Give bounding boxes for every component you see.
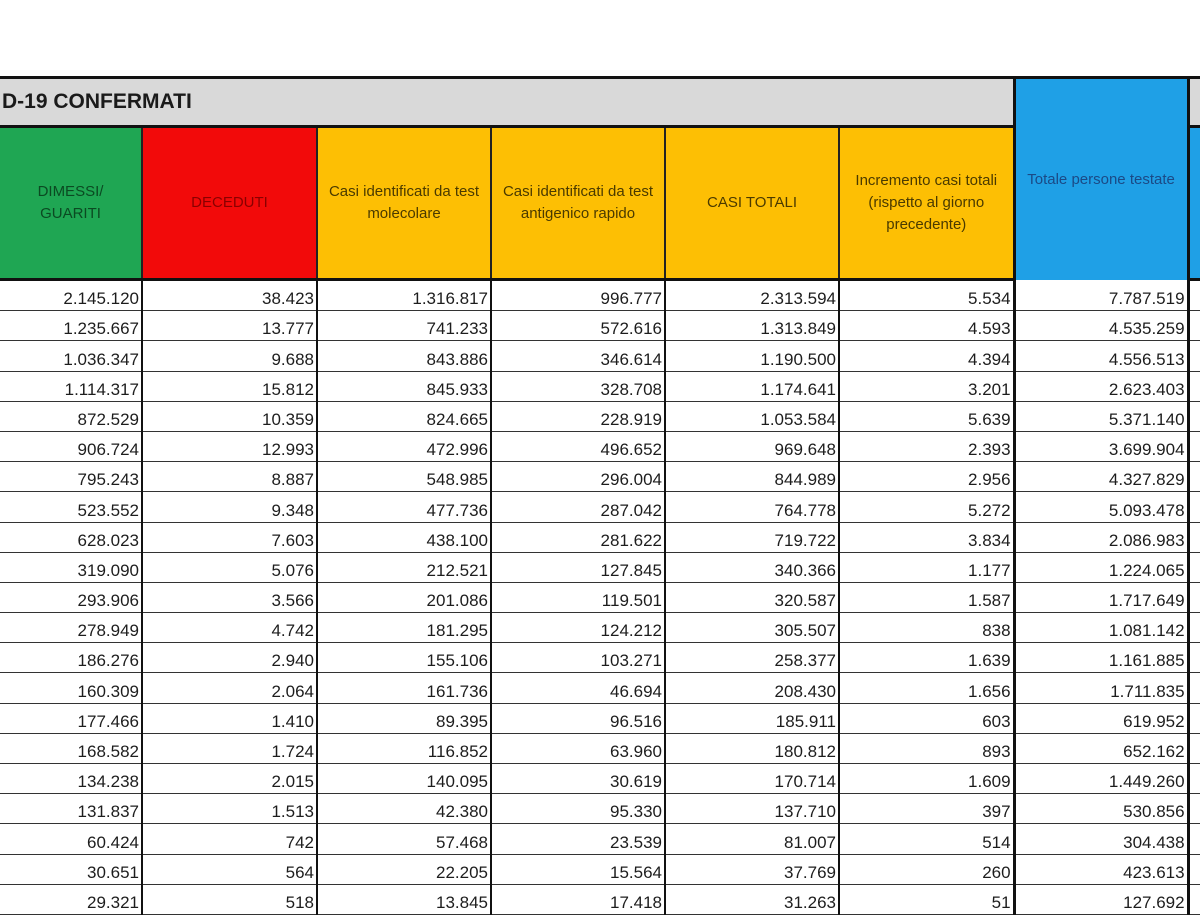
cell-casi-totali[interactable]: 137.710 (665, 794, 839, 824)
cell-deceduti[interactable]: 8.887 (142, 462, 317, 492)
cell-dimessi-guariti[interactable]: 134.238 (0, 764, 142, 794)
table-row (0, 824, 1200, 854)
cell-incremento[interactable]: 260 (839, 854, 1014, 884)
cell-casi-molecolare[interactable]: 42.380 (317, 794, 491, 824)
table-row (0, 492, 1200, 522)
cell-incremento[interactable]: 603 (839, 703, 1014, 733)
cell-casi-antigenico[interactable]: 63.960 (491, 733, 665, 763)
table-body (0, 280, 1200, 915)
cell-casi-totali[interactable]: 719.722 (665, 522, 839, 552)
table-row (0, 341, 1200, 371)
cell-casi-antigenico[interactable]: 46.694 (491, 673, 665, 703)
cell-casi-totali[interactable]: 969.648 (665, 431, 839, 461)
cell-casi-molecolare[interactable]: 472.996 (317, 431, 491, 461)
cell-incremento[interactable]: 1.177 (839, 552, 1014, 582)
cell-casi-molecolare[interactable]: 548.985 (317, 462, 491, 492)
title-edge-cell (1188, 78, 1200, 127)
cell-totale-persone[interactable]: 619.952 (1014, 703, 1188, 733)
cell-dimessi-guariti[interactable]: 278.949 (0, 613, 142, 643)
cell-deceduti[interactable]: 4.742 (142, 613, 317, 643)
table-row (0, 764, 1200, 794)
cell-casi-molecolare[interactable]: 438.100 (317, 522, 491, 552)
cell-casi-antigenico[interactable]: 228.919 (491, 401, 665, 431)
cell-totale-persone[interactable]: 4.535.259 (1014, 311, 1188, 341)
section-title: D-19 CONFERMATI (0, 78, 1014, 127)
cell-totale-persone[interactable]: 5.371.140 (1014, 401, 1188, 431)
table-row (0, 371, 1200, 401)
cell-deceduti[interactable]: 5.076 (142, 552, 317, 582)
cell-deceduti[interactable]: 2.015 (142, 764, 317, 794)
cell-dimessi-guariti[interactable]: 30.651 (0, 854, 142, 884)
cell-deceduti[interactable]: 9.348 (142, 492, 317, 522)
edge-cell (1188, 673, 1200, 703)
cell-casi-molecolare[interactable]: 13.845 (317, 884, 491, 914)
edge-cell (1188, 371, 1200, 401)
cell-casi-antigenico[interactable]: 328.708 (491, 371, 665, 401)
table-row (0, 703, 1200, 733)
cell-casi-totali[interactable]: 208.430 (665, 673, 839, 703)
cell-casi-molecolare[interactable]: 140.095 (317, 764, 491, 794)
cell-totale-persone[interactable]: 1.449.260 (1014, 764, 1188, 794)
cell-incremento[interactable]: 397 (839, 794, 1014, 824)
cell-dimessi-guariti[interactable]: 186.276 (0, 643, 142, 673)
cell-casi-totali[interactable]: 180.812 (665, 733, 839, 763)
cell-incremento[interactable]: 1.609 (839, 764, 1014, 794)
cell-dimessi-guariti[interactable]: 628.023 (0, 522, 142, 552)
cell-dimessi-guariti[interactable]: 1.114.317 (0, 371, 142, 401)
cell-casi-totali[interactable]: 305.507 (665, 613, 839, 643)
cell-totale-persone[interactable]: 1.161.885 (1014, 643, 1188, 673)
cell-casi-molecolare[interactable]: 824.665 (317, 401, 491, 431)
cell-casi-antigenico[interactable]: 346.614 (491, 341, 665, 371)
edge-cell (1188, 824, 1200, 854)
cell-casi-totali[interactable]: 1.190.500 (665, 341, 839, 371)
cell-totale-persone[interactable]: 4.556.513 (1014, 341, 1188, 371)
table-row (0, 884, 1200, 914)
cell-totale-persone[interactable]: 127.692 (1014, 884, 1188, 914)
cell-casi-antigenico[interactable]: 96.516 (491, 703, 665, 733)
edge-cell (1188, 522, 1200, 552)
header-deceduti: DECEDUTI (142, 127, 317, 280)
edge-cell (1188, 462, 1200, 492)
cell-casi-totali[interactable]: 1.053.584 (665, 401, 839, 431)
cell-dimessi-guariti[interactable]: 1.036.347 (0, 341, 142, 371)
cell-deceduti[interactable]: 2.940 (142, 643, 317, 673)
table-row (0, 280, 1200, 311)
cell-incremento[interactable]: 1.656 (839, 673, 1014, 703)
cell-casi-molecolare[interactable]: 843.886 (317, 341, 491, 371)
cell-casi-totali[interactable]: 1.313.849 (665, 311, 839, 341)
cell-casi-antigenico[interactable]: 95.330 (491, 794, 665, 824)
cell-deceduti[interactable]: 2.064 (142, 673, 317, 703)
cell-casi-molecolare[interactable]: 741.233 (317, 311, 491, 341)
cell-incremento[interactable]: 838 (839, 613, 1014, 643)
cell-incremento[interactable]: 51 (839, 884, 1014, 914)
cell-deceduti[interactable]: 9.688 (142, 341, 317, 371)
covid-table (0, 76, 1200, 915)
cell-dimessi-guariti[interactable]: 293.906 (0, 582, 142, 612)
cell-dimessi-guariti[interactable]: 168.582 (0, 733, 142, 763)
edge-cell (1188, 613, 1200, 643)
cell-incremento[interactable]: 2.393 (839, 431, 1014, 461)
cell-incremento[interactable]: 5.534 (839, 280, 1014, 311)
edge-cell (1188, 280, 1200, 311)
edge-cell (1188, 854, 1200, 884)
cell-casi-totali[interactable]: 1.174.641 (665, 371, 839, 401)
cell-totale-persone[interactable]: 5.093.478 (1014, 492, 1188, 522)
cell-casi-molecolare[interactable]: 212.521 (317, 552, 491, 582)
cell-incremento[interactable]: 4.394 (839, 341, 1014, 371)
table-row (0, 401, 1200, 431)
cell-casi-molecolare[interactable]: 22.205 (317, 854, 491, 884)
cell-deceduti[interactable]: 1.513 (142, 794, 317, 824)
table-row (0, 673, 1200, 703)
cell-casi-molecolare[interactable]: 155.106 (317, 643, 491, 673)
cell-casi-molecolare[interactable]: 89.395 (317, 703, 491, 733)
cell-casi-antigenico[interactable]: 23.539 (491, 824, 665, 854)
cell-incremento[interactable]: 5.639 (839, 401, 1014, 431)
cell-totale-persone[interactable]: 4.327.829 (1014, 462, 1188, 492)
cell-dimessi-guariti[interactable]: 795.243 (0, 462, 142, 492)
cell-casi-molecolare[interactable]: 477.736 (317, 492, 491, 522)
edge-cell (1188, 552, 1200, 582)
edge-cell (1188, 401, 1200, 431)
edge-cell (1188, 643, 1200, 673)
cell-incremento[interactable]: 4.593 (839, 311, 1014, 341)
cell-deceduti[interactable]: 518 (142, 884, 317, 914)
cell-incremento[interactable]: 2.956 (839, 462, 1014, 492)
cell-casi-totali[interactable]: 320.587 (665, 582, 839, 612)
table-row (0, 794, 1200, 824)
cell-casi-molecolare[interactable]: 57.468 (317, 824, 491, 854)
cell-dimessi-guariti[interactable]: 872.529 (0, 401, 142, 431)
cell-casi-molecolare[interactable]: 161.736 (317, 673, 491, 703)
cell-dimessi-guariti[interactable]: 2.145.120 (0, 280, 142, 311)
cell-casi-antigenico[interactable]: 124.212 (491, 613, 665, 643)
cell-deceduti[interactable]: 12.993 (142, 431, 317, 461)
cell-incremento[interactable]: 893 (839, 733, 1014, 763)
cell-casi-totali[interactable]: 31.263 (665, 884, 839, 914)
cell-dimessi-guariti[interactable]: 29.321 (0, 884, 142, 914)
cell-totale-persone[interactable]: 1.081.142 (1014, 613, 1188, 643)
table-row (0, 311, 1200, 341)
cell-incremento[interactable]: 1.639 (839, 643, 1014, 673)
cell-deceduti[interactable]: 564 (142, 854, 317, 884)
edge-cell (1188, 582, 1200, 612)
cell-casi-totali[interactable]: 258.377 (665, 643, 839, 673)
cell-casi-antigenico[interactable]: 496.652 (491, 431, 665, 461)
cell-deceduti[interactable]: 1.724 (142, 733, 317, 763)
spreadsheet (0, 76, 1200, 916)
cell-deceduti[interactable]: 13.777 (142, 311, 317, 341)
cell-casi-antigenico[interactable]: 296.004 (491, 462, 665, 492)
cell-deceduti[interactable]: 742 (142, 824, 317, 854)
edge-cell (1188, 794, 1200, 824)
cell-casi-molecolare[interactable]: 201.086 (317, 582, 491, 612)
cell-totale-persone[interactable]: 423.613 (1014, 854, 1188, 884)
cell-totale-persone[interactable]: 1.717.649 (1014, 582, 1188, 612)
cell-casi-antigenico[interactable]: 281.622 (491, 522, 665, 552)
header-casi-totali: CASI TOTALI (665, 127, 839, 280)
edge-cell (1188, 431, 1200, 461)
header-casi-molecolare: Casi identificati da test molecolare (317, 127, 491, 280)
cell-casi-totali[interactable]: 2.313.594 (665, 280, 839, 311)
cell-totale-persone[interactable]: 1.224.065 (1014, 552, 1188, 582)
cell-totale-persone[interactable]: 7.787.519 (1014, 280, 1188, 311)
header-dimessi-guariti: DIMESSI/ GUARITI (0, 127, 142, 280)
edge-cell (1188, 703, 1200, 733)
cell-casi-totali[interactable]: 340.366 (665, 552, 839, 582)
cell-casi-antigenico[interactable]: 103.271 (491, 643, 665, 673)
cell-casi-antigenico[interactable]: 996.777 (491, 280, 665, 311)
cell-totale-persone[interactable]: 2.086.983 (1014, 522, 1188, 552)
cell-totale-persone[interactable]: 304.438 (1014, 824, 1188, 854)
table-row (0, 462, 1200, 492)
cell-dimessi-guariti[interactable]: 160.309 (0, 673, 142, 703)
cell-totale-persone[interactable]: 3.699.904 (1014, 431, 1188, 461)
cell-casi-totali[interactable]: 185.911 (665, 703, 839, 733)
cell-casi-antigenico[interactable]: 119.501 (491, 582, 665, 612)
header-totale-persone: Totale persone testate (1014, 78, 1188, 280)
table-row (0, 643, 1200, 673)
edge-cell (1188, 884, 1200, 914)
cell-casi-molecolare[interactable]: 116.852 (317, 733, 491, 763)
header-casi-antigenico: Casi identificati da test antigenico rapido (491, 127, 665, 280)
cell-deceduti[interactable]: 38.423 (142, 280, 317, 311)
cell-deceduti[interactable]: 10.359 (142, 401, 317, 431)
title-row (0, 78, 1200, 127)
cell-totale-persone[interactable]: 2.623.403 (1014, 371, 1188, 401)
header-edge-cell (1188, 127, 1200, 280)
cell-incremento[interactable]: 3.834 (839, 522, 1014, 552)
cell-incremento[interactable]: 514 (839, 824, 1014, 854)
cell-casi-antigenico[interactable]: 15.564 (491, 854, 665, 884)
edge-cell (1188, 492, 1200, 522)
cell-dimessi-guariti[interactable]: 906.724 (0, 431, 142, 461)
table-row (0, 613, 1200, 643)
table-row (0, 733, 1200, 763)
cell-casi-totali[interactable]: 81.007 (665, 824, 839, 854)
cell-dimessi-guariti[interactable]: 131.837 (0, 794, 142, 824)
cell-casi-molecolare[interactable]: 181.295 (317, 613, 491, 643)
cell-casi-antigenico[interactable]: 572.616 (491, 311, 665, 341)
cell-casi-antigenico[interactable]: 127.845 (491, 552, 665, 582)
cell-dimessi-guariti[interactable]: 319.090 (0, 552, 142, 582)
cell-deceduti[interactable]: 3.566 (142, 582, 317, 612)
table-row (0, 552, 1200, 582)
cell-casi-totali[interactable]: 764.778 (665, 492, 839, 522)
edge-cell (1188, 341, 1200, 371)
cell-incremento[interactable]: 5.272 (839, 492, 1014, 522)
cell-incremento[interactable]: 1.587 (839, 582, 1014, 612)
cell-casi-molecolare[interactable]: 845.933 (317, 371, 491, 401)
cell-casi-antigenico[interactable]: 30.619 (491, 764, 665, 794)
cell-casi-totali[interactable]: 37.769 (665, 854, 839, 884)
edge-cell (1188, 764, 1200, 794)
cell-deceduti[interactable]: 1.410 (142, 703, 317, 733)
cell-dimessi-guariti[interactable]: 523.552 (0, 492, 142, 522)
table-row (0, 854, 1200, 884)
table-row (0, 582, 1200, 612)
cell-casi-antigenico[interactable]: 17.418 (491, 884, 665, 914)
cell-casi-totali[interactable]: 844.989 (665, 462, 839, 492)
cell-dimessi-guariti[interactable]: 1.235.667 (0, 311, 142, 341)
edge-cell (1188, 733, 1200, 763)
cell-casi-totali[interactable]: 170.714 (665, 764, 839, 794)
edge-cell (1188, 311, 1200, 341)
cell-deceduti[interactable]: 15.812 (142, 371, 317, 401)
cell-totale-persone[interactable]: 652.162 (1014, 733, 1188, 763)
cell-casi-molecolare[interactable]: 1.316.817 (317, 280, 491, 311)
header-incremento: Incremento casi totali (rispetto al giorno precedente) (839, 127, 1014, 280)
table-row (0, 431, 1200, 461)
cell-totale-persone[interactable]: 1.711.835 (1014, 673, 1188, 703)
table-row (0, 522, 1200, 552)
cell-totale-persone[interactable]: 530.856 (1014, 794, 1188, 824)
cell-dimessi-guariti[interactable]: 60.424 (0, 824, 142, 854)
cell-deceduti[interactable]: 7.603 (142, 522, 317, 552)
cell-dimessi-guariti[interactable]: 177.466 (0, 703, 142, 733)
cell-incremento[interactable]: 3.201 (839, 371, 1014, 401)
cell-casi-antigenico[interactable]: 287.042 (491, 492, 665, 522)
